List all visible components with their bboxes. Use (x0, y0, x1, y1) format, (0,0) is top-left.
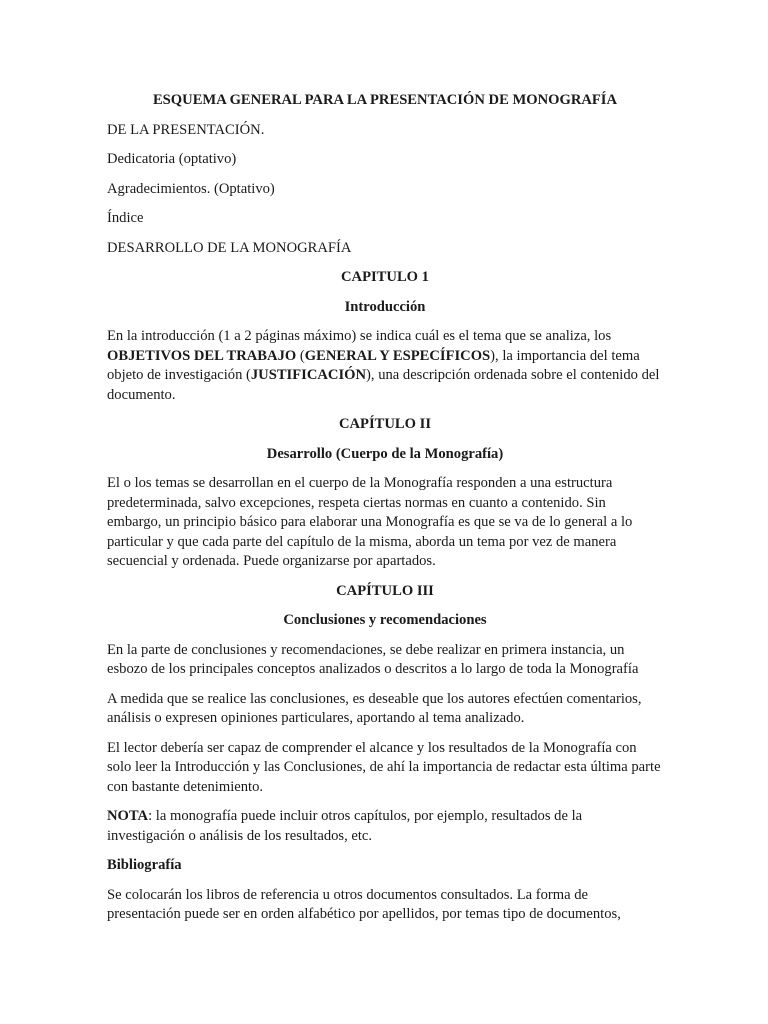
chapter-1-paragraph (107, 327, 663, 405)
chapter-1-text-d: ), una descripción ordenada sobre el contenido del documento. (107, 367, 660, 403)
presentacion-item-agradecimientos: Agradecimientos. (Optativo) (107, 180, 275, 197)
chapter-2-paragraph: El o los temas se desarrollan en el cuerpo de la Monografía responden a una estructura predeterminada, salvo excepciones, respeta ciertas normas en cuanto a contenido. Sin embargo, un principio básico para elaborar una Monografía es que se va de lo general a lo particular y que cada parte del capítulo de la misma, aborda un tema por vez de manera secuencial y ordenada. Puede organizarse por apartados. (107, 475, 633, 569)
chapter-3-label: CAPÍTULO III (336, 582, 434, 599)
nota-text: : la monografía puede incluir otros capítulos, por ejemplo, resultados de la investigación o análisis de los resultados, etc. (107, 808, 583, 844)
chapter-2-label: CAPÍTULO II (338, 416, 432, 432)
chapter-1-objetivos: OBJETIVOS DEL TRABAJO (107, 347, 297, 364)
presentacion-item-dedicatoria: Dedicatoria (optativo) (107, 151, 237, 167)
chapter-1-subtitle: Introducción (344, 298, 426, 315)
chapter-1-text-c: ), la importancia del tema objeto de investigación ( (107, 347, 640, 383)
desarrollo-heading: DESARROLLO DE LA MONOGRAFÍA (107, 239, 352, 256)
chapter-3-paragraph-3: El lector debería ser capaz de comprender el alcance y los resultados de la Monografía con solo leer la Introducción y las Conclusiones, de ahí la importancia de redactar esta última parte con bastante detenimiento. (107, 739, 661, 795)
bibliografia-paragraph: Se colocarán los libros de referencia u otros documentos consultados. La forma de presentación puede ser en orden alfabético por apellidos, por temas tipo de documentos, (107, 886, 621, 922)
chapter-1-label: CAPITULO 1 (341, 269, 429, 285)
document-page (107, 91, 663, 935)
chapter-3-paragraph-1: En la parte de conclusiones y recomendaciones, se debe realizar en primera instancia, un esbozo de los principales conceptos analizados o descritos a lo largo de toda la Monografía (107, 641, 639, 677)
chapter-1-text-b: ( (296, 347, 305, 364)
presentacion-item-indice: Índice (107, 210, 144, 226)
chapter-3-subtitle: Conclusiones y recomendaciones (283, 612, 487, 628)
bibliografia-heading: Bibliografía (107, 857, 182, 873)
chapter-1-justificacion: JUSTIFICACIÓN (250, 367, 367, 383)
chapter-1-text-a: En la introducción (1 a 2 páginas máximo) se indica cuál es el tema que se analiza, los (107, 328, 612, 344)
presentacion-heading: DE LA PRESENTACIÓN. (107, 121, 265, 138)
chapter-1-general-especificos: GENERAL Y ESPECÍFICOS (304, 347, 491, 364)
nota-label: NOTA (107, 808, 149, 824)
chapter-2-subtitle: Desarrollo (Cuerpo de la Monografía) (266, 445, 504, 462)
nota-paragraph (107, 807, 663, 846)
document-title: ESQUEMA GENERAL PARA LA PRESENTACIÓN DE MONOGRAFÍA (152, 92, 618, 108)
chapter-3-paragraph-2: A medida que se realice las conclusiones, es deseable que los autores efectúen comentarios, análisis o expresen opiniones particulares, aportando al tema analizado. (107, 690, 642, 726)
